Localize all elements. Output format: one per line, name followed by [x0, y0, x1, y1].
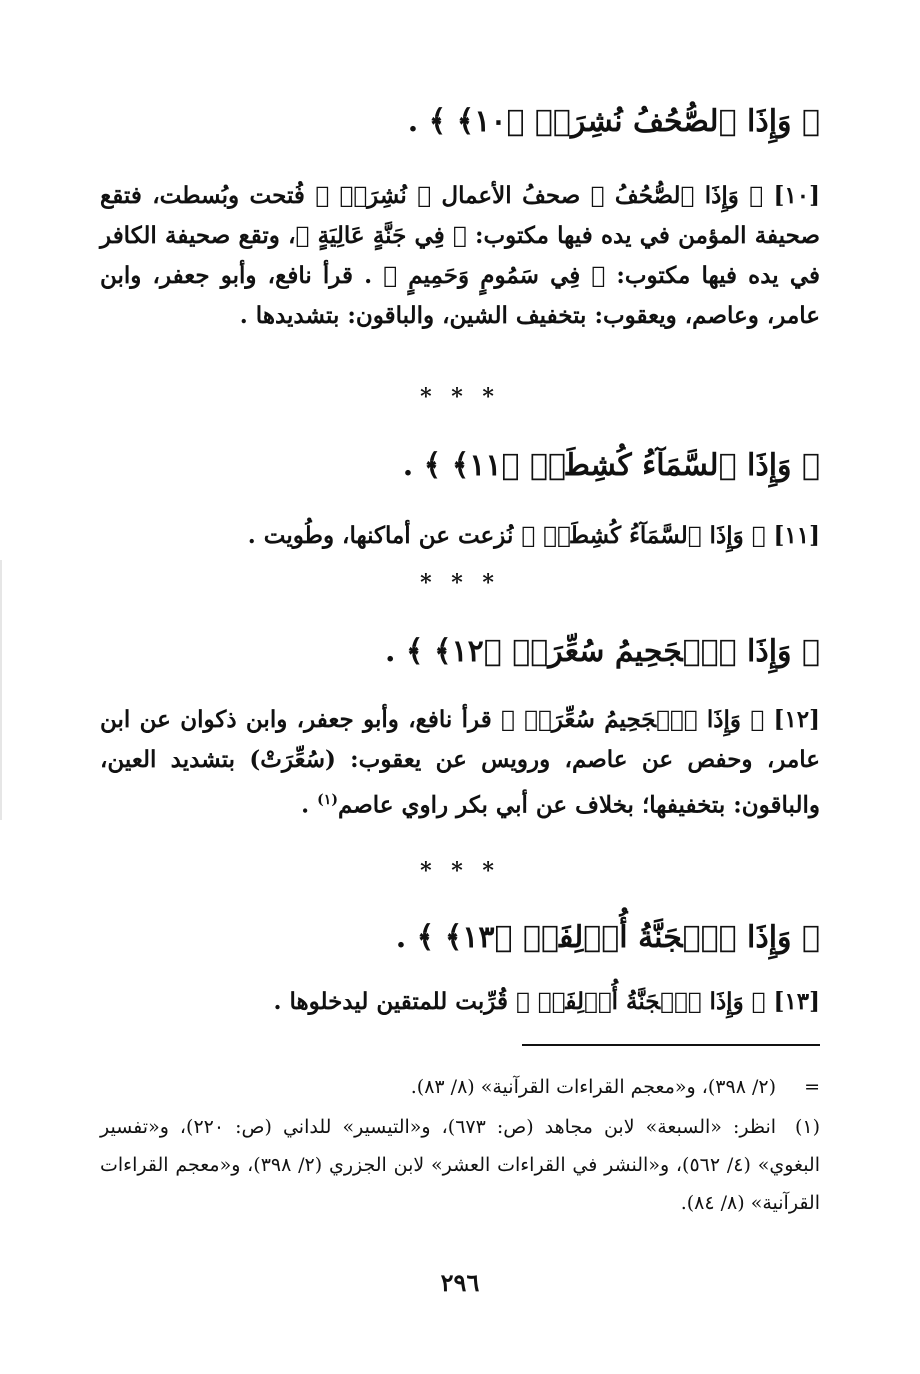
- footnote-continuation: [100, 1068, 820, 1106]
- footnote-text: (٢/ ٣٩٨)، و«معجم القراءات القرآنية» (٨/ ٨٣).: [410, 1076, 776, 1098]
- verse-11: ﴿ وَإِذَا ٱلسَّمَآءُ كُشِطَتۡ ﴿١١﴾ ﴾ .: [402, 448, 820, 483]
- commentary-12: [100, 700, 820, 826]
- footnote-reference[interactable]: (١): [317, 792, 338, 808]
- section-separator-1: * * *: [420, 384, 500, 410]
- footnote-text: انظر: «السبعة» لابن مجاهد (ص: ٦٧٣)، و«التيسير» للداني (ص: ٢٢٠)، و«تفسير البغوي» (٤/ ٥٦٢)، و«النشر في القراءات العشر» لابن الجزري (٢/ ٣٩٨)، و«معجم القراءات القرآنية» (٨/ ٨٤).: [100, 1116, 820, 1214]
- section-separator-2: * * *: [420, 570, 500, 596]
- footnote-1: [100, 1108, 820, 1222]
- commentary-13: [١٣] ﴿ وَإِذَا ٱلۡجَنَّةُ أُزۡلِفَتۡ ﴾ قُرِّبت للمتقين ليدخلوها .: [273, 988, 820, 1015]
- footnote-divider: [522, 1044, 820, 1046]
- commentary-10: [١٠] ﴿ وَإِذَا ٱلصُّحُفُ ﴾ صحفُ الأعمال ﴿ نُشِرَتۡ ﴾ فُتحت وبُسطت، فتقع صحيفة المؤمن في يده فيها مكتوب: ﴿ فِي جَنَّةٍ عَالِيَةٍ ﴾، وتقع صحيفة الكافر في يده فيها مكتوب: ﴿ فِي سَمُومٍ وَحَمِيمٍ ﴾ . قرأ نافع، وأبو جعفر، وابن عامر، وعاصم، ويعقوب: بتخفيف الشين، والباقون: بتشديدها .: [100, 182, 820, 329]
- footnote-marker: =: [804, 1076, 820, 1098]
- page-edge-shadow: [0, 560, 2, 820]
- footnote-marker: (١): [794, 1116, 821, 1138]
- commentary-12-tail: .: [301, 791, 318, 819]
- section-separator-3: * * *: [420, 858, 500, 884]
- verse-13: ﴿ وَإِذَا ٱلۡجَنَّةُ أُزۡلِفَتۡ ﴿١٣﴾ ﴾ .: [395, 920, 820, 955]
- verse-12: ﴿ وَإِذَا ٱلۡجَحِيمُ سُعِّرَتۡ ﴿١٢﴾ ﴾ .: [385, 634, 820, 669]
- commentary-11: [١١] ﴿ وَإِذَا ٱلسَّمَآءُ كُشِطَتۡ ﴾ نُزعت عن أماكنها، وطُويت .: [247, 522, 820, 549]
- verse-10: ﴿ وَإِذَا ٱلصُّحُفُ نُشِرَتۡ ﴿١٠﴾ ﴾ .: [407, 104, 820, 139]
- page-number: ٢٩٦: [440, 1268, 480, 1297]
- commentary-12-text: [١٢] ﴿ وَإِذَا ٱلۡجَحِيمُ سُعِّرَتۡ ﴾ قرأ نافع، وأبو جعفر، وابن ذكوان عن ابن عامر، وحفص عن عاصم، ورويس عن يعقوب: (سُعِّرَتْ) بتشديد العين، والباقون: بتخفيفها؛ بخلاف عن أبي بكر راوي عاصم: [100, 706, 820, 819]
